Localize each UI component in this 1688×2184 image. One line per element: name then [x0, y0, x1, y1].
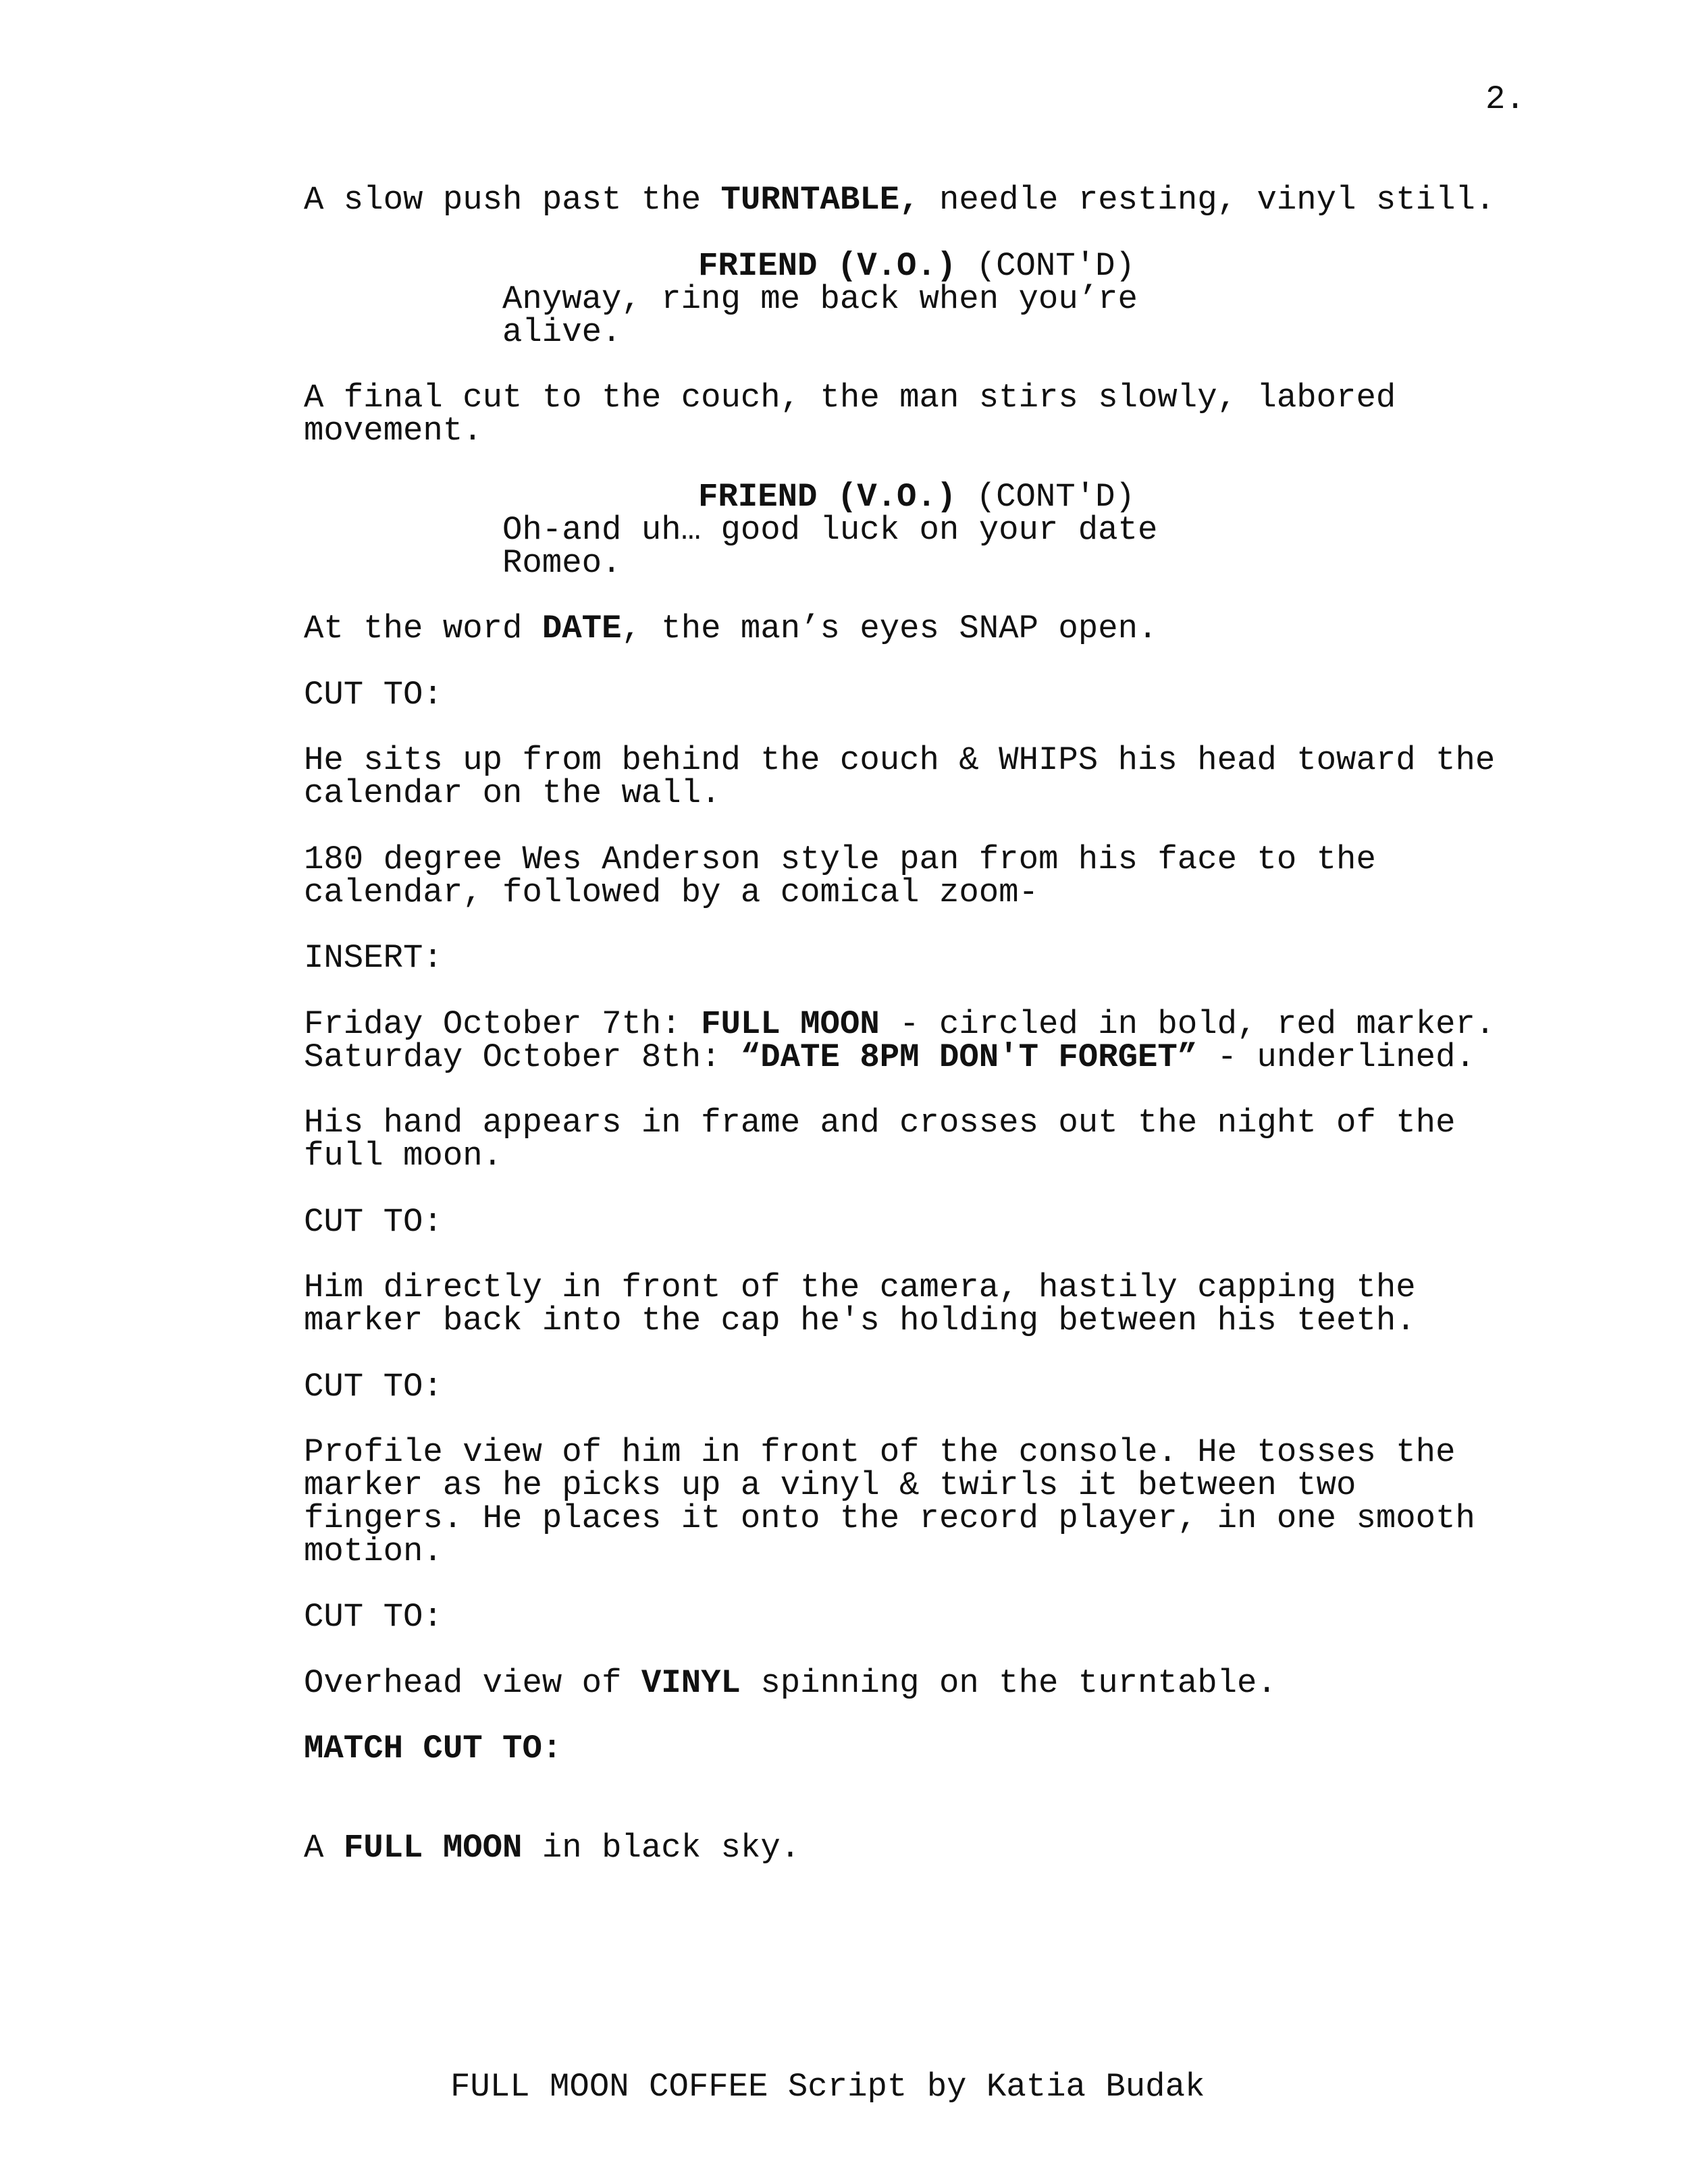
action-line: Profile view of him in front of the console. He tosses the: [304, 1433, 1456, 1471]
insert-heading: INSERT:: [304, 939, 443, 977]
dialogue-line: Oh-and uh… good luck on your date: [502, 511, 1158, 549]
text-segment: Saturday October 8th:: [304, 1038, 741, 1076]
character-name: FRIEND (V.O.): [698, 247, 957, 285]
text-segment: At the word: [304, 610, 542, 647]
character-cue-friend: [698, 478, 1135, 516]
action-line: Him directly in front of the camera, hastily capping the: [304, 1269, 1416, 1306]
transition-match-cut-to: MATCH CUT TO:: [304, 1730, 562, 1767]
bold-segment: FULL MOON: [343, 1829, 523, 1867]
text-segment: - underlined.: [1197, 1038, 1475, 1076]
dialogue-line: Romeo.: [502, 544, 622, 582]
action-line: 180 degree Wes Anderson style pan from his face to the: [304, 841, 1376, 878]
action-date: [304, 612, 1157, 645]
text-segment: Overhead view of: [304, 1664, 641, 1702]
bold-segment: DATE: [542, 610, 622, 647]
action-line: A final cut to the couch, the man stirs slowly, labored: [304, 379, 1396, 417]
action-vinyl: [304, 1664, 1277, 1702]
transition-cut-to: CUT TO:: [304, 1598, 443, 1636]
action-line: marker back into the cap he's holding between his teeth.: [304, 1302, 1416, 1339]
text-segment: spinning on the turntable.: [740, 1664, 1277, 1702]
action-turntable: [304, 181, 1496, 219]
action-line: movement.: [304, 412, 483, 450]
action-line: He sits up from behind the couch & WHIPS his head toward the: [304, 741, 1496, 779]
action-line: His hand appears in frame and crosses out the night of the: [304, 1104, 1456, 1142]
text-segment: - circled in bold, red marker.: [879, 1005, 1496, 1043]
text-segment: in black sky.: [522, 1829, 801, 1867]
bold-segment: TURNTABLE,: [720, 181, 920, 219]
action-line: full moon.: [304, 1137, 503, 1175]
bold-segment: “DATE 8PM DON'T FORGET”: [740, 1038, 1198, 1076]
character-extension: (CONT'D): [956, 247, 1135, 285]
transition-cut-to: CUT TO:: [304, 676, 443, 714]
character-extension: (CONT'D): [956, 478, 1135, 516]
text-segment: A: [304, 1829, 344, 1867]
text-segment: needle resting, vinyl still.: [919, 181, 1496, 219]
dialogue-line: Anyway, ring me back when you’re: [502, 280, 1138, 318]
text-segment: A slow push past the: [304, 181, 721, 219]
dialogue-line: alive.: [502, 313, 622, 351]
character-name: FRIEND (V.O.): [698, 478, 957, 516]
text-segment: Friday October 7th:: [304, 1005, 702, 1043]
page-footer: FULL MOON COFFEE Script by Katia Budak: [450, 2068, 1205, 2106]
action-line: calendar on the wall.: [304, 774, 721, 812]
calendar-line-saturday: [304, 1038, 1475, 1076]
transition-cut-to: CUT TO:: [304, 1203, 443, 1241]
page-number: 2.: [1485, 80, 1525, 118]
character-cue-friend: [698, 247, 1135, 285]
bold-segment: FULL MOON: [701, 1005, 880, 1043]
action-line: calendar, followed by a comical zoom-: [304, 874, 1038, 911]
transition-cut-to: CUT TO:: [304, 1368, 443, 1406]
action-full-moon: [304, 1829, 801, 1867]
calendar-line-friday: [304, 1005, 1496, 1043]
action-line: motion.: [304, 1533, 443, 1570]
action-line: fingers. He places it onto the record player, in one smooth: [304, 1499, 1475, 1537]
bold-segment: VINYL: [641, 1664, 741, 1702]
action-line: marker as he picks up a vinyl & twirls it between two: [304, 1466, 1356, 1504]
text-segment: , the man’s eyes SNAP open.: [621, 610, 1158, 647]
